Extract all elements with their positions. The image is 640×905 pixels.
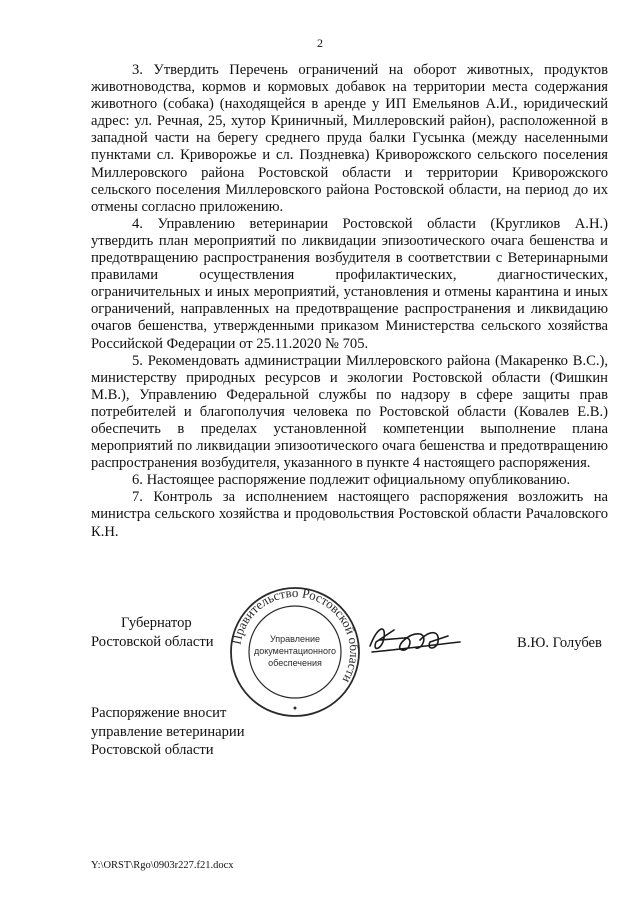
signatory-title-line2: Ростовской области — [91, 634, 214, 650]
paragraph-7: 7. Контроль за исполнением настоящего распоряжения возложить на министра сельского хозяйства и продовольствия Ростовской области Рачаловского К.Н. — [91, 489, 608, 540]
seal-inner-line1: Управление — [269, 634, 321, 644]
signatory-title — [91, 614, 214, 652]
note-line2: управление ветеринарии — [91, 723, 245, 740]
page-number: 2 — [317, 36, 323, 50]
signatory-name: В.Ю. Голубев — [517, 635, 602, 651]
official-seal — [227, 584, 363, 720]
note-line1: Распоряжение вносит — [91, 705, 227, 721]
seal-inner-line3: обеспечения — [268, 658, 322, 668]
note-line3: Ростовской области — [91, 742, 214, 759]
handwritten-signature — [364, 616, 482, 664]
seal-inner-line2: документационного — [253, 646, 337, 656]
paragraph-4: 4. Управлению ветеринарии Ростовской области (Кругликов А.Н.) утвердить план мероприятий по ликвидации эпизоотического очага бешенства и предотвращению распространения возбудителя в соответствии с Ветеринарными правилами осуществления профилактических, диагностических, ограничительных и иных мероприятий, установления и отмены карантина и иных ограничений, направленных на предотвращение распространения и ликвидацию очагов бешенства, утвержденными приказом Министерства сельского хозяйства Российской Федерации от 25.11.2020 № 705. — [91, 215, 608, 352]
signatory-title-line1: Губернатор — [121, 615, 192, 631]
seal-star: ● — [292, 704, 298, 712]
order-body — [91, 62, 608, 541]
submitted-by-note — [91, 704, 245, 760]
paragraph-3: 3. Утвердить Перечень ограничений на оборот животных, продуктов животноводства, кормов и кормовых добавок на территории места содержания животного (собака) (находящейся в аренде у ИП Емельянов А.И., юридический адрес: ул. Речная, 25, хутор Криничный, Миллеровский район), расположенной в западной части на берегу среднего пруда балки Гусынка (между населенными пунктами сл. Криворожье и сл. Поздневка) Криворожского сельского поселения Миллеровского района Ростовской области и территории Криворожского сельского поселения Миллеровского района Ростовской области, на период до их отмены согласно приложению. — [91, 62, 608, 215]
file-path-footer: Y:\ORST\Rgo\0903r227.f21.docx — [91, 860, 234, 871]
paragraph-5: 5. Рекомендовать администрации Миллеровского района (Макаренко В.С.), министерству природных ресурсов и экологии Ростовской области (Фишкин М.В.), Управлению Федеральной службы по надзору в сфере защиты прав потребителей и благополучия человека по Ростовской области (Ковалев Е.В.) обеспечить в пределах установленной компетенции выполнение плана мероприятий по ликвидации эпизоотического очага бешенства и предотвращению распространения возбудителя, указанного в пункте 4 настоящего распоряжения. — [91, 352, 608, 472]
seal-outer-text: Правительство Ростовской области — [228, 584, 363, 686]
paragraph-6: 6. Настоящее распоряжение подлежит официальному опубликованию. — [132, 472, 571, 489]
